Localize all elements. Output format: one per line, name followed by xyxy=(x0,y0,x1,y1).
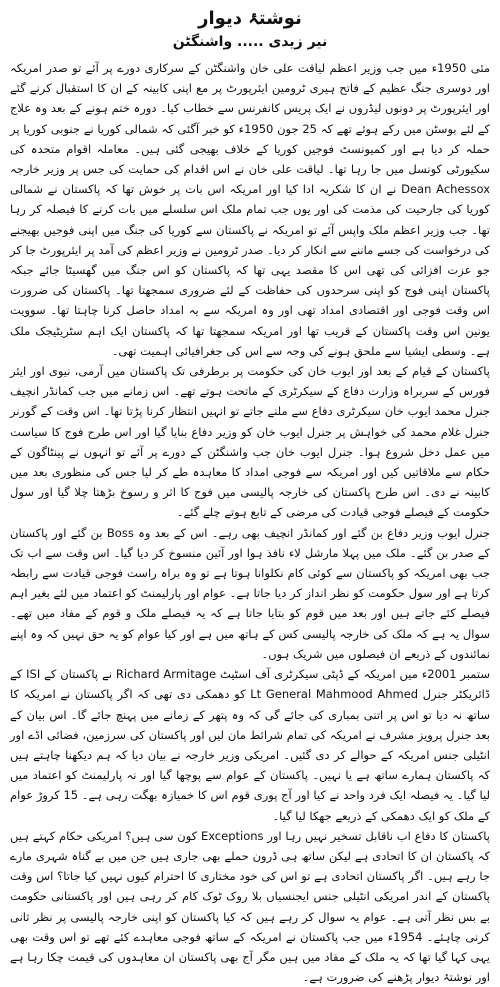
article-title: نوشتۂ دیوار xyxy=(198,8,302,29)
article-paragraph: مئی 1950ء میں جب وزیر اعظم لیاقت علی خان واشنگٹن کے سرکاری دورے پر آئے تو صدر امریکہ اور دوسری جنگ عظیم کے فاتح ہیری ٹرومین ایئرپورٹ پر مع اپنی کابینہ کے ان کا استقبال کرنے گئے اور ایئرپورٹ پر دونوں لیڈروں نے ایک پریس کانفرنس سے خطاب کیا۔ دورہ ختم ہونے کے بعد وہ علاج کے لئے بوسٹن میں رکے ہوئے تھے کہ 25 جون 1950ء کو خبر آگئی کہ شمالی کوریا نے جنوبی کوریا پر حملہ کر دیا ہے اور کمیونسٹ فوجیں کوریا کے خلاف بھیجی گئی ہیں۔ معاملہ اقوام متحدہ کی سکیورٹی کونسل میں جا رہا تھا۔ لیاقت علی خان نے اس اقدام کی حمایت کی جس پر وزیر خارجہ Dean Achessox نے ان کا شکریہ ادا کیا اور امریکہ اس بات پر خوش تھا کہ پاکستان نے شمالی کوریا کی جارحیت کی مذمت کی اور یوں جب تمام ملک اس سلسلے میں بات کرنے کا فیصلہ کر رہا تھا۔ جب وزیر اعظم ملک واپس آئے تو امریکہ نے پاکستان سے کوریا کی جنگ میں اپنی فوجیں بھیجنے کی درخواست کی جسے ماننے سے انکار کر دیا۔ صدر ٹرومین نے وزیر اعظم کی آمد پر ایئرپورٹ جا کر جو عزت افزائی کی تھی اس کا مقصد یہی تھا کہ پاکستان کو اس جنگ میں گھسیٹا جائے جبکہ پاکستان اپنی فوج کو اپنی سرحدوں کی حفاظت کے لئے ضروری سمجھتا تھا۔ پاکستان کی ضرورت اس وقت فوجی اور اقتصادی امداد تھی اور وہ امریکہ سے یہ امداد حاصل کرنا چاہتا تھا۔ سوویت یونین اس وقت پاکستان کے قریب تھا اور امریکہ سمجھتا تھا کہ پاکستان ایک اہم سٹریٹیجک ملک ہے۔ وسطی ایشیا سے ملحق ہونے کی وجہ سے اس کی جغرافیائی اہمیت تھی۔ xyxy=(10,61,491,358)
article-paragraph: جنرل ایوب وزیر دفاع بن گئے اور کمانڈر انچیف بھی رہے۔ اس کے بعد وہ Boss بن گئے اور پاکستان کے صدر بن گئے۔ ملک میں پہلا مارشل لاء نافذ ہوا اور آئین منسوخ کر دیا گیا۔ اس وقت سے اب تک جب بھی امریکہ کو پاکستان سے کوئی کام نکلوانا ہوتا ہے تو وہ براہ راست فوجی قیادت سے رابطہ کرتا ہے اور سول حکومت کو نظر انداز کر دیا جاتا ہے۔ عوام اور پارلیمنٹ کو اعتماد میں لئے بغیر اہم فیصلے کئے جاتے ہیں اور بعد میں قوم کو بتایا جاتا ہے کہ یہ فیصلے ملک و قوم کے مفاد میں تھے۔ سوال یہ ہے کہ ملک کی خارجہ پالیسی کس کے ہاتھ میں ہے اور کیا عوام کو یہ حق نہیں کہ وہ اپنے نمائندوں کے ذریعے ان فیصلوں میں شریک ہوں۔ xyxy=(10,525,491,661)
article-paragraph: پاکستان کا دفاع اب ناقابل تسخیر نہیں رہا اور Exceptions کون سی ہیں؟ امریکی حکام کہتے ہیں کہ پاکستان ان کا اتحادی ہے لیکن ساتھ ہی ڈرون حملے بھی جاری ہیں جن میں بے گناہ شہری مارے جا رہے ہیں۔ اگر پاکستان اتحادی ہے تو اس کی خود مختاری کا احترام کیوں نہیں کیا جاتا؟ اس وقت پاکستان کے اندر امریکی انٹیلی جنس ایجنسیاں بلا روک ٹوک کام کر رہی ہیں اور پاکستانی حکومت بے بس نظر آتی ہے۔ عوام یہ سوال کر رہے ہیں کہ کیا پاکستان کو اپنی خارجہ پالیسی پر نظر ثانی کرنی چاہئے۔ 1954ء میں جب پاکستان نے امریکہ کے ساتھ فوجی معاہدے کئے تھے تو اس وقت بھی یہی کہا گیا تھا کہ یہ ملک کے مفاد میں ہیں مگر آج بھی پاکستان ان معاہدوں کی قیمت چکا رہا ہے اور نوشتۂ دیوار پڑھنے کی ضرورت ہے۔ xyxy=(10,828,490,985)
article-byline: نیر زیدی ..... واشنگٹن xyxy=(172,34,328,50)
article-paragraph: ستمبر 2001ء میں امریکہ کے ڈپٹی سیکرٹری آف اسٹیٹ Richard Armitage نے پاکستان کے ISI کے ڈائریکٹر جنرل Lt General Mahmood Ahmed کو دھمکی دی تھی کہ اگر پاکستان نے امریکہ کا ساتھ نہ دیا تو اس پر اتنی بمباری کی جائے گی کہ وہ پتھر کے زمانے میں پہنچ جائے گا۔ اس بیان کے بعد جنرل پرویز مشرف نے امریکہ کی تمام شرائط مان لیں اور پاکستان کی سرزمین، فضائی اڈے اور انٹیلی جنس امریکہ کے حوالے کر دی گئیں۔ امریکی وزیر خارجہ نے بیان دیا کہ ہم دیکھنا چاہتے ہیں کہ پاکستان ہمارے ساتھ ہے یا نہیں۔ پاکستان کے عوام سے پوچھا گیا اور نہ پارلیمنٹ کو اعتماد میں لیا گیا۔ یہ فیصلہ ایک فرد واحد نے کیا اور آج پوری قوم اس کا خمیازہ بھگت رہی ہے۔ 15 کروڑ عوام کے ملک کو ایک دھمکی کے ذریعے جھکا لیا گیا۔ xyxy=(10,667,491,823)
article-paragraph: پاکستان کے قیام کے بعد اور ایوب خان کی حکومت پر برطرفی تک پاکستان میں آرمی، نیوی اور ایئر فورس کے سربراہ وزارت دفاع کے سیکرٹری کے ماتحت ہوتے تھے۔ اس زمانے میں جب کمانڈر انچیف جنرل محمد ایوب خان سیکرٹری دفاع سے ملنے جاتے تو انہیں انتظار کرنا پڑتا تھا۔ اس وقت کے گورنر جنرل غلام محمد کی خواہش پر جنرل ایوب خان کو وزیر دفاع بنایا گیا اور اس طرح فوج کا سیاست میں عمل دخل شروع ہوا۔ جنرل ایوب خان جب واشنگٹن کے دورے پر آئے تو انہوں نے پینٹاگون کے حکام سے ملاقاتیں کیں اور امریکہ سے فوجی امداد کا معاہدہ طے کر لیا جس کی منظوری بعد میں کابینہ نے دی۔ اس طرح پاکستان کی خارجہ پالیسی میں فوج کا اثر و رسوخ بڑھتا چلا گیا اور سول حکومت کے فیصلے فوجی قیادت کی مرضی کے تابع ہوتے چلے گئے۔ xyxy=(10,364,490,520)
article-header xyxy=(10,8,490,52)
article-body xyxy=(10,58,491,985)
